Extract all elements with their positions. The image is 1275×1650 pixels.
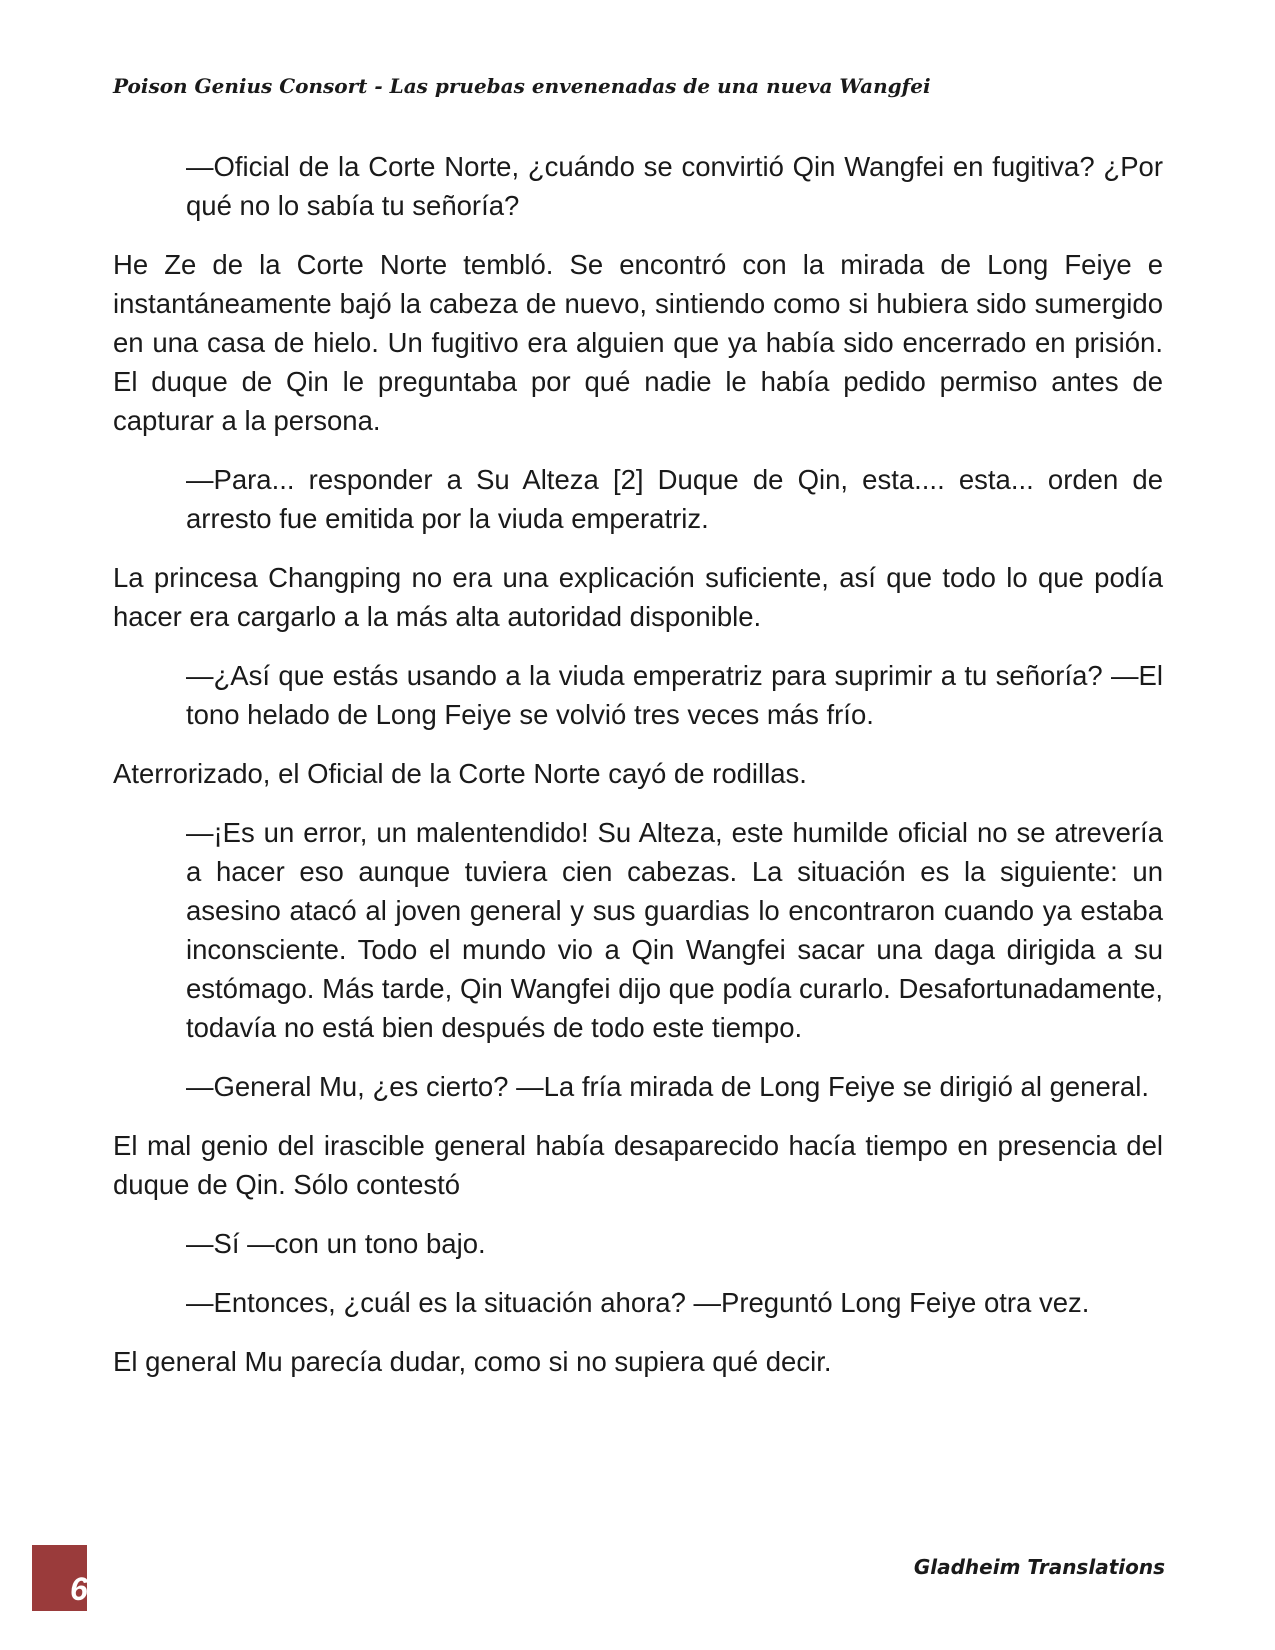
document-body	[113, 147, 1163, 1401]
dialogue-paragraph: —Para... responder a Su Alteza [2] Duque de Qin, esta.... esta... orden de arresto fue emitida por la viuda emperatriz.	[186, 464, 1163, 534]
narration-paragraph: El general Mu parecía dudar, como si no supiera qué decir.	[113, 1346, 832, 1377]
dialogue-paragraph: —General Mu, ¿es cierto? —La fría mirada de Long Feiye se dirigió al general.	[186, 1071, 1149, 1102]
narration-paragraph: La princesa Changping no era una explicación suficiente, así que todo lo que podía hacer era cargarlo a la más alta autoridad disponible.	[113, 562, 1163, 632]
footer-credit: Gladheim Translations	[913, 1555, 1165, 1579]
page-number: 6	[70, 1571, 88, 1607]
narration-paragraph: Aterrorizado, el Oficial de la Corte Norte cayó de rodillas.	[113, 758, 807, 789]
narration-paragraph: He Ze de la Corte Norte tembló. Se encontró con la mirada de Long Feiye e instantáneamente bajó la cabeza de nuevo, sintiendo como si hubiera sido sumergido en una casa de hielo. Un fugitivo era alguien que ya había sido encerrado en prisión. El duque de Qin le preguntaba por qué nadie le había pedido permiso antes de capturar a la persona.	[113, 249, 1163, 436]
narration-paragraph: El mal genio del irascible general había desaparecido hacía tiempo en presencia del duque de Qin. Sólo contestó	[113, 1130, 1163, 1200]
page-number-underline	[32, 1608, 87, 1611]
dialogue-paragraph: —Entonces, ¿cuál es la situación ahora? —Preguntó Long Feiye otra vez.	[186, 1287, 1090, 1318]
dialogue-paragraph: —¡Es un error, un malentendido! Su Alteza, este humilde oficial no se atrevería a hacer eso aunque tuviera cien cabezas. La situación es la siguiente: un asesino atacó al joven general y sus guardias lo encontraron cuando ya estaba inconsciente. Todo el mundo vio a Qin Wangfei sacar una daga dirigida a su estómago. Más tarde, Qin Wangfei dijo que podía curarlo. Desafortunadamente, todavía no está bien después de todo este tiempo.	[186, 817, 1163, 1043]
dialogue-paragraph: —Oficial de la Corte Norte, ¿cuándo se convirtió Qin Wangfei en fugitiva? ¿Por qué no lo sabía tu señoría?	[186, 151, 1163, 221]
dialogue-paragraph: —¿Así que estás usando a la viuda emperatriz para suprimir a tu señoría? —El tono helado de Long Feiye se volvió tres veces más frío.	[186, 660, 1163, 730]
dialogue-paragraph: —Sí —con un tono bajo.	[186, 1228, 486, 1259]
page-header-title: Poison Genius Consort - Las pruebas envenenadas de una nueva Wangfei	[113, 74, 931, 98]
